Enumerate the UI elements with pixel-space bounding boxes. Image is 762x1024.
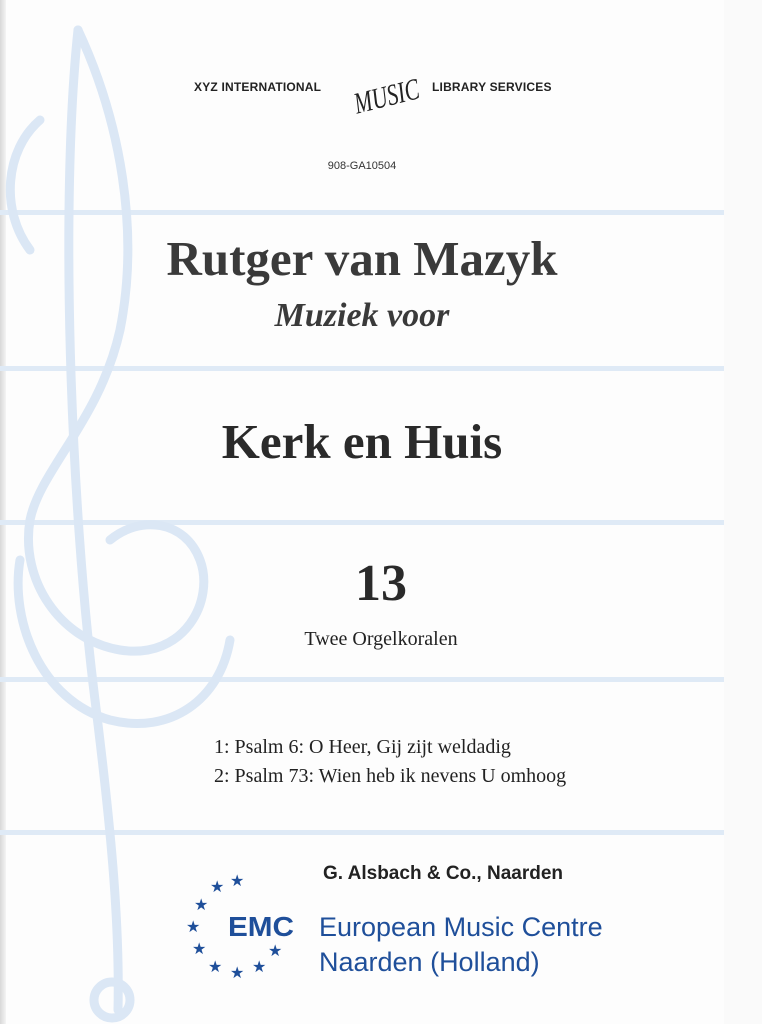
music-logo (346, 40, 448, 135)
header-left-text: XYZ INTERNATIONAL (194, 80, 322, 94)
svg-text:★: ★ (230, 963, 245, 982)
emc-name-line2: Naarden (Holland) (319, 947, 540, 977)
contents-list (214, 733, 566, 791)
svg-text:★: ★ (252, 957, 267, 976)
composer-name: Rutger van Mazyk (166, 231, 558, 286)
volume-description: Twee Orgelkoralen (304, 628, 458, 650)
subtitle: Muziek voor (274, 297, 450, 334)
emc-logo (180, 872, 304, 982)
music-logo-text: MUSIC (350, 66, 448, 121)
svg-text:★: ★ (192, 939, 207, 958)
header-right-text: LIBRARY SERVICES (432, 80, 552, 94)
series-title: Kerk en Huis (221, 414, 503, 469)
catalog-number: 908-GA10504 (327, 160, 397, 172)
treble-clef-watermark (0, 0, 260, 1024)
contents-item: 1: Psalm 6: O Heer, Gij zijt weldadig (214, 736, 511, 758)
svg-text:★: ★ (230, 871, 245, 890)
svg-text:★: ★ (186, 917, 201, 936)
emc-name (319, 910, 603, 980)
publisher-header (0, 40, 724, 140)
contents-item: 2: Psalm 73: Wien heb ik nevens U omhoog (214, 765, 567, 787)
volume-number: 13 (355, 555, 407, 612)
svg-text:★: ★ (210, 877, 225, 896)
publisher-name: G. Alsbach & Co., Naarden (323, 863, 564, 884)
emc-logo-text: EMC (228, 911, 294, 942)
svg-text:★: ★ (208, 957, 223, 976)
svg-text:★: ★ (194, 895, 209, 914)
emc-name-line1: European Music Centre (319, 912, 603, 942)
svg-text:★: ★ (268, 941, 283, 960)
